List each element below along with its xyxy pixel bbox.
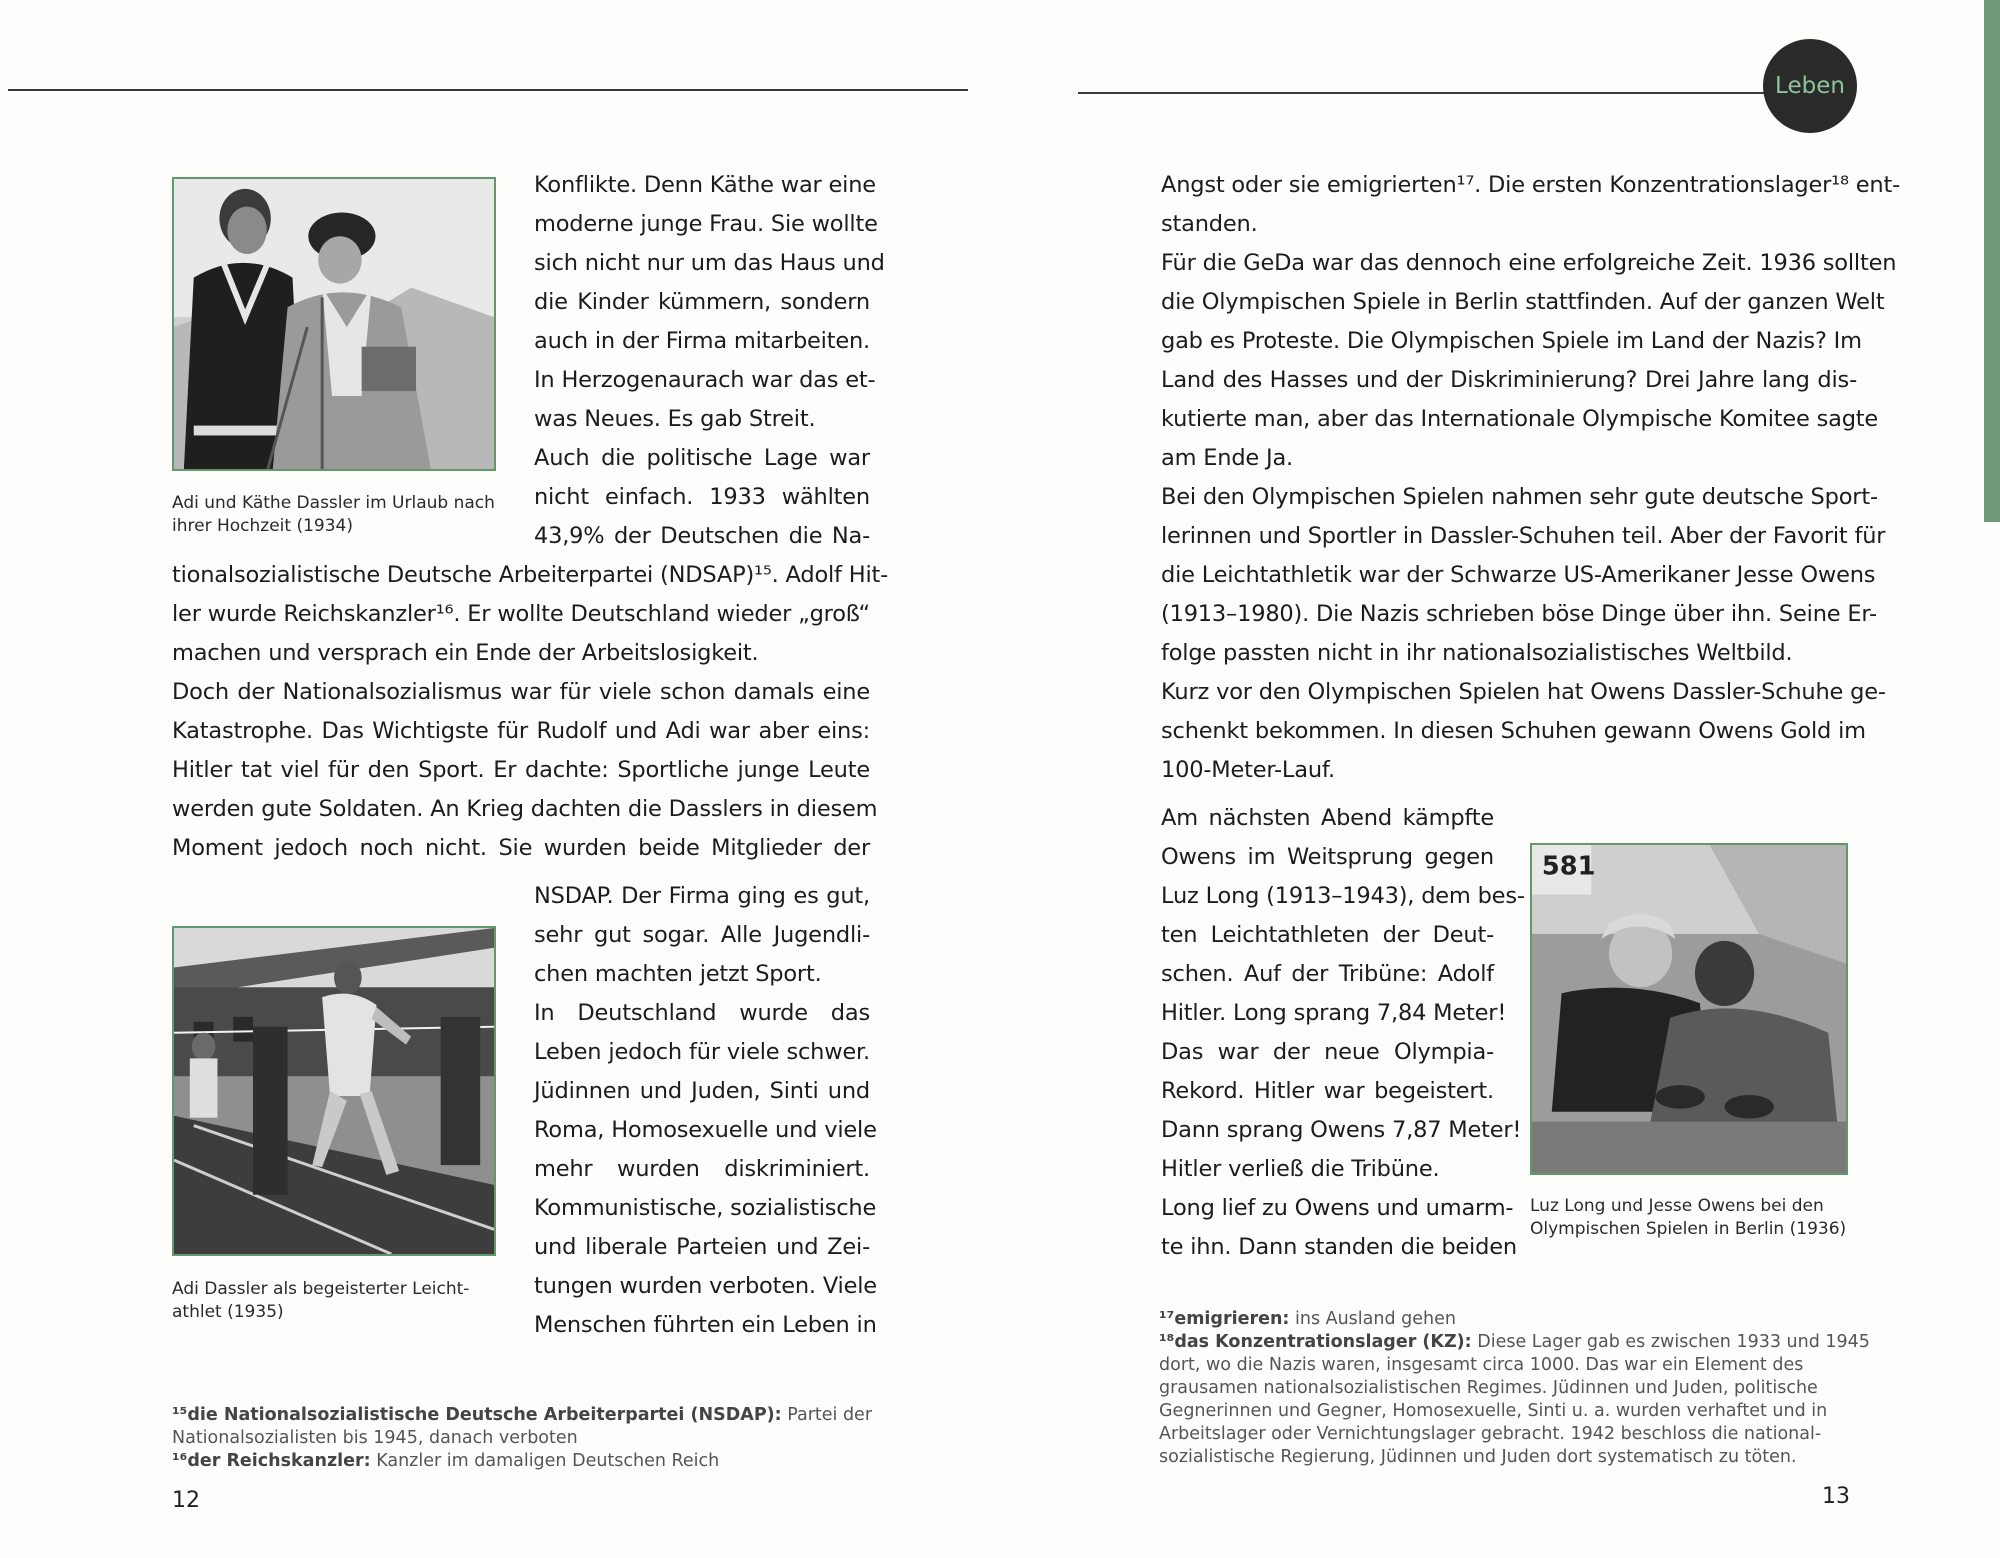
left-full-line: Doch der Nationalsozialismus war für viele schon damals eine bbox=[172, 679, 870, 705]
right-col-line: Dann sprang Owens 7,87 Meter! bbox=[1161, 1117, 1522, 1143]
photo-long-owens bbox=[1530, 843, 1848, 1175]
section-badge: Leben bbox=[1763, 39, 1857, 133]
right-footnote-line: ¹⁸das Konzentrationslager (KZ): Diese Lager gab es zwischen 1933 und 1945 bbox=[1159, 1332, 1870, 1352]
left-col-line: nicht einfach. 1933 wählten bbox=[534, 484, 870, 510]
right-full-line: kutierte man, aber das Internationale Olympische Komitee sagte bbox=[1161, 406, 1879, 432]
left-full-line: tionalsozialistische Deutsche Arbeiterpartei (NDSAP)¹⁵. Adolf Hit- bbox=[172, 562, 889, 588]
left-col2-line: sehr gut sogar. Alle Jugendli- bbox=[534, 922, 870, 948]
right-col-line: Das war der neue Olympia- bbox=[1161, 1039, 1494, 1065]
right-full-line: die Olympischen Spiele in Berlin stattfinden. Auf der ganzen Welt bbox=[1161, 289, 1885, 315]
right-col-line: schen. Auf der Tribüne: Adolf bbox=[1161, 961, 1494, 987]
left-col-line: auch in der Firma mitarbeiten. bbox=[534, 328, 870, 354]
right-full-line: lerinnen und Sportler in Dassler-Schuhen teil. Aber der Favorit für bbox=[1161, 523, 1886, 549]
right-full-line: schenkt bekommen. In diesen Schuhen gewann Owens Gold im bbox=[1161, 718, 1866, 744]
right-footnote-line: Gegnerinnen und Gegner, Homosexuelle, Sinti u. a. wurden verhaftet und in bbox=[1159, 1401, 1828, 1421]
right-col-line: Long lief zu Owens und umarm- bbox=[1161, 1195, 1514, 1221]
photo-adi-runner bbox=[172, 926, 496, 1256]
left-col-line: 43,9% der Deutschen die Na- bbox=[534, 523, 870, 549]
right-footnote-line: Arbeitslager oder Vernichtungslager gebracht. 1942 beschloss die national- bbox=[1159, 1424, 1822, 1444]
right-footnote-line: grausamen nationalsozialistischen Regimes. Jüdinnen und Juden, politische bbox=[1159, 1378, 1818, 1398]
photo1-caption-line2: ihrer Hochzeit (1934) bbox=[172, 516, 353, 536]
left-footnote-line: ¹⁶der Reichskanzler: Kanzler im damaligen Deutschen Reich bbox=[172, 1451, 720, 1471]
right-full-line: Land des Hasses und der Diskriminierung? Drei Jahre lang dis- bbox=[1161, 367, 1857, 393]
left-col2-line: Menschen führten ein Leben in bbox=[534, 1312, 877, 1338]
left-col-line: Auch die politische Lage war bbox=[534, 445, 870, 471]
right-col-line: ten Leichtathleten der Deut- bbox=[1161, 922, 1494, 948]
photo1-caption-line1: Adi und Käthe Dassler im Urlaub nach bbox=[172, 493, 495, 513]
right-full-line: 100-Meter-Lauf. bbox=[1161, 757, 1335, 783]
right-full-line: am Ende Ja. bbox=[1161, 445, 1293, 471]
left-col-line: Konflikte. Denn Käthe war eine bbox=[534, 172, 876, 198]
page-number-right: 13 bbox=[1822, 1484, 1850, 1509]
right-col-line: te ihn. Dann standen die beiden bbox=[1161, 1234, 1517, 1260]
left-full-line: Katastrophe. Das Wichtigste für Rudolf und Adi war aber eins: bbox=[172, 718, 870, 744]
left-col2-line: NSDAP. Der Firma ging es gut, bbox=[534, 883, 870, 909]
left-footnote-line: ¹⁵die Nationalsozialistische Deutsche Arbeiterpartei (NSDAP): Partei der bbox=[172, 1405, 873, 1425]
right-full-line: gab es Proteste. Die Olympischen Spiele im Land der Nazis? Im bbox=[1161, 328, 1862, 354]
left-col2-line: und liberale Parteien und Zei- bbox=[534, 1234, 870, 1260]
left-full-line: Hitler tat viel für den Sport. Er dachte: Sportliche junge Leute bbox=[172, 757, 870, 783]
photo2-caption-line1: Adi Dassler als begeisterter Leicht- bbox=[172, 1279, 470, 1299]
chapter-side-tab bbox=[1984, 0, 2000, 522]
right-header-rule bbox=[1078, 92, 1768, 94]
left-full-line: ler wurde Reichskanzler¹⁶. Er wollte Deutschland wieder „groß“ bbox=[172, 601, 870, 627]
photo-dassler-couple bbox=[172, 177, 496, 471]
right-col-line: Am nächsten Abend kämpfte bbox=[1161, 805, 1494, 831]
left-header-rule bbox=[8, 89, 968, 91]
right-full-line: Bei den Olympischen Spielen nahmen sehr gute deutsche Sport- bbox=[1161, 484, 1878, 510]
right-full-line: die Leichtathletik war der Schwarze US-Amerikaner Jesse Owens bbox=[1161, 562, 1876, 588]
left-full-line: Moment jedoch noch nicht. Sie wurden beide Mitglieder der bbox=[172, 835, 870, 861]
left-col-line: In Herzogenaurach war das et- bbox=[534, 367, 876, 393]
right-footnote-line: ¹⁷emigrieren: ins Ausland gehen bbox=[1159, 1309, 1456, 1329]
right-footnote-line: dort, wo die Nazis waren, insgesamt circa 1000. Das war ein Element des bbox=[1159, 1355, 1804, 1375]
athlete-bib-number: 581 bbox=[1541, 851, 1596, 882]
right-full-line: standen. bbox=[1161, 211, 1258, 237]
left-col2-line: tungen wurden verboten. Viele bbox=[534, 1273, 877, 1299]
left-col-line: sich nicht nur um das Haus und bbox=[534, 250, 885, 276]
left-col2-line: chen machten jetzt Sport. bbox=[534, 961, 822, 987]
right-full-line: Kurz vor den Olympischen Spielen hat Owens Dassler-Schuhe ge- bbox=[1161, 679, 1886, 705]
page-number-left: 12 bbox=[172, 1488, 200, 1513]
photo2-caption-line2: athlet (1935) bbox=[172, 1302, 284, 1322]
right-footnote-line: sozialistische Regierung, Jüdinnen und Juden dort systematisch zu töten. bbox=[1159, 1447, 1797, 1467]
right-col-line: Luz Long (1913–1943), dem bes- bbox=[1161, 883, 1525, 909]
left-col-line: was Neues. Es gab Streit. bbox=[534, 406, 816, 432]
right-col-line: Rekord. Hitler war begeistert. bbox=[1161, 1078, 1494, 1104]
left-col2-line: mehr wurden diskriminiert. bbox=[534, 1156, 870, 1182]
right-col-line: Hitler. Long sprang 7,84 Meter! bbox=[1161, 1000, 1507, 1026]
left-col2-line: Jüdinnen und Juden, Sinti und bbox=[534, 1078, 870, 1104]
left-col2-line: Roma, Homosexuelle und viele bbox=[534, 1117, 877, 1143]
right-col-line: Hitler verließ die Tribüne. bbox=[1161, 1156, 1440, 1182]
right-full-line: (1913–1980). Die Nazis schrieben böse Dinge über ihn. Seine Er- bbox=[1161, 601, 1877, 627]
right-full-line: Angst oder sie emigrierten¹⁷. Die ersten Konzentrationslager¹⁸ ent- bbox=[1161, 172, 1901, 198]
left-col-line: moderne junge Frau. Sie wollte bbox=[534, 211, 878, 237]
left-full-line: werden gute Soldaten. An Krieg dachten die Dasslers in diesem bbox=[172, 796, 878, 822]
left-footnote-line: Nationalsozialisten bis 1945, danach verboten bbox=[172, 1428, 578, 1448]
left-col-line: die Kinder kümmern, sondern bbox=[534, 289, 870, 315]
right-col-line: Owens im Weitsprung gegen bbox=[1161, 844, 1494, 870]
right-full-line: Für die GeDa war das dennoch eine erfolgreiche Zeit. 1936 sollten bbox=[1161, 250, 1897, 276]
left-col2-line: Kommunistische, sozialistische bbox=[534, 1195, 877, 1221]
photo3-caption-line2: Olympischen Spielen in Berlin (1936) bbox=[1530, 1219, 1847, 1239]
right-full-line: folge passten nicht in ihr nationalsozialistisches Weltbild. bbox=[1161, 640, 1793, 666]
left-full-line: machen und versprach ein Ende der Arbeitslosigkeit. bbox=[172, 640, 759, 666]
left-col2-line: In Deutschland wurde das bbox=[534, 1000, 870, 1026]
left-col2-line: Leben jedoch für viele schwer. bbox=[534, 1039, 870, 1065]
photo3-caption-line1: Luz Long und Jesse Owens bei den bbox=[1530, 1196, 1824, 1216]
